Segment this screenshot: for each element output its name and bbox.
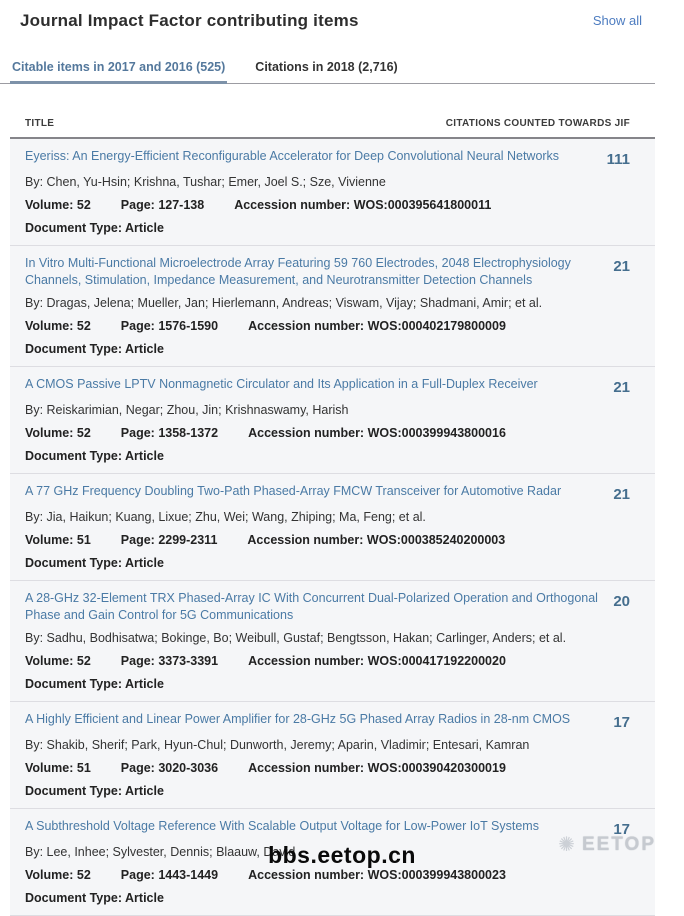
row-head — [25, 590, 630, 624]
table-row — [10, 139, 655, 246]
row-head — [25, 255, 630, 289]
table-row — [10, 581, 655, 702]
authors-line: By: Lee, Inhee; Sylvester, Dennis; Blaauw, David — [25, 845, 296, 859]
citation-count: 21 — [613, 486, 630, 503]
row-head — [25, 818, 630, 838]
page-field: Page: 2299-2311 — [120, 533, 218, 547]
authors-line: By: Reiskarimian, Negar; Zhou, Jin; Krishnaswamy, Harish — [25, 403, 349, 417]
meta-line — [25, 318, 630, 335]
eetop-logo — [558, 834, 656, 856]
eetop-logo-text: EETOP — [581, 834, 656, 855]
volume-field: Volume: 52 — [25, 426, 91, 440]
meta-line — [25, 653, 630, 670]
article-title-link[interactable]: In Vitro Multi-Functional Microelectrode Array Featuring 59 760 Electrodes, 2048 Electrophysiology Channels, Stimulation, Impedance Measurement, and Neurotransmitter Detection Channels — [25, 256, 571, 287]
table-row — [10, 474, 655, 581]
row-head — [25, 148, 630, 168]
citation-count: 21 — [613, 258, 630, 275]
table-row — [10, 246, 655, 367]
page-title: Journal Impact Factor contributing items — [20, 11, 359, 30]
meta-line — [25, 425, 630, 442]
article-title-link[interactable]: A Subthreshold Voltage Reference With Scalable Output Voltage for Low-Power IoT Systems — [25, 819, 539, 833]
show-all-link[interactable]: Show all — [592, 13, 642, 28]
accession-number-field: Accession number: WOS:000417192200020 — [248, 654, 506, 668]
authors-line: By: Chen, Yu-Hsin; Krishna, Tushar; Emer, Joel S.; Sze, Vivienne — [25, 175, 386, 189]
volume-field: Volume: 52 — [25, 198, 91, 212]
page-field: Page: 1576-1590 — [120, 319, 219, 333]
meta-line — [25, 532, 630, 549]
meta-line — [25, 197, 630, 214]
meta-line — [25, 760, 630, 777]
document-type-line: Document Type: Article — [25, 784, 164, 798]
page-field: Page: 3373-3391 — [120, 654, 219, 668]
document-type-line: Document Type: Article — [25, 449, 164, 463]
citation-count: 17 — [613, 714, 630, 731]
citation-count: 20 — [613, 593, 630, 610]
volume-field: Volume: 52 — [25, 868, 91, 882]
authors-line: By: Jia, Haikun; Kuang, Lixue; Zhu, Wei; Wang, Zhiping; Ma, Feng; et al. — [25, 510, 426, 524]
panel-header — [0, 0, 684, 31]
accession-number-field: Accession number: WOS:000385240200003 — [247, 533, 506, 547]
page-field: Page: 1358-1372 — [120, 426, 219, 440]
tab-bar — [0, 55, 655, 84]
starburst-icon: ✺ — [558, 834, 575, 856]
table-row — [10, 702, 655, 809]
volume-field: Volume: 52 — [25, 319, 91, 333]
accession-number-field: Accession number: WOS:000399943800023 — [248, 868, 506, 882]
article-title-link[interactable]: A 28-GHz 32-Element TRX Phased-Array IC With Concurrent Dual-Polarized Operation and Orthogonal Phase and Gain Control for 5G Communications — [25, 591, 598, 622]
document-type-line: Document Type: Article — [25, 556, 164, 570]
citation-count: 17 — [613, 821, 630, 838]
accession-number-field: Accession number: WOS:000390420300019 — [248, 761, 506, 775]
tab-citable-items[interactable]: Citable items in 2017 and 2016 (525) — [10, 56, 227, 84]
authors-line: By: Sadhu, Bodhisatwa; Bokinge, Bo; Weibull, Gustaf; Bengtsson, Hakan; Carlinger, Anders; et al. — [25, 631, 567, 645]
table-row — [10, 367, 655, 474]
bbs-watermark-text: bbs.eetop.cn — [268, 842, 416, 868]
column-header-citations: CITATIONS COUNTED TOWARDS JIF — [445, 118, 630, 129]
volume-field: Volume: 51 — [25, 533, 91, 547]
row-head — [25, 376, 630, 396]
row-head — [25, 483, 630, 503]
volume-field: Volume: 52 — [25, 654, 91, 668]
accession-number-field: Accession number: WOS:000395641800011 — [234, 198, 492, 212]
table-header-row — [10, 84, 655, 139]
article-title-link[interactable]: A CMOS Passive LPTV Nonmagnetic Circulator and Its Application in a Full-Duplex Receiver — [25, 377, 538, 391]
page-field: Page: 1443-1449 — [120, 868, 219, 882]
document-type-line: Document Type: Article — [25, 677, 164, 691]
document-type-line: Document Type: Article — [25, 221, 164, 235]
meta-line — [25, 867, 630, 884]
row-head — [25, 711, 630, 731]
citation-count: 21 — [613, 379, 630, 396]
article-title-link[interactable]: Eyeriss: An Energy-Efficient Reconfigurable Accelerator for Deep Convolutional Neural Networks — [25, 149, 560, 163]
tab-citations-2018[interactable]: Citations in 2018 (2,716) — [255, 60, 398, 74]
article-title-link[interactable]: A Highly Efficient and Linear Power Amplifier for 28-GHz 5G Phased Array Radios in 28-nm CMOS — [25, 712, 571, 726]
table-body — [10, 139, 655, 916]
page-field: Page: 3020-3036 — [120, 761, 219, 775]
accession-number-field: Accession number: WOS:000402179800009 — [248, 319, 506, 333]
page-field: Page: 127-138 — [120, 198, 205, 212]
volume-field: Volume: 51 — [25, 761, 91, 775]
citation-count: 111 — [606, 151, 630, 168]
citations-table — [10, 84, 655, 916]
column-header-title: TITLE — [25, 118, 55, 129]
authors-line: By: Shakib, Sherif; Park, Hyun-Chul; Dunworth, Jeremy; Aparin, Vladimir; Entesari, Kamran — [25, 738, 530, 752]
document-type-line: Document Type: Article — [25, 891, 164, 905]
document-type-line: Document Type: Article — [25, 342, 164, 356]
authors-line: By: Dragas, Jelena; Mueller, Jan; Hierlemann, Andreas; Viswam, Vijay; Shadmani, Amir; et al. — [25, 296, 543, 310]
accession-number-field: Accession number: WOS:000399943800016 — [248, 426, 506, 440]
article-title-link[interactable]: A 77 GHz Frequency Doubling Two-Path Phased-Array FMCW Transceiver for Automotive Radar — [25, 484, 562, 498]
